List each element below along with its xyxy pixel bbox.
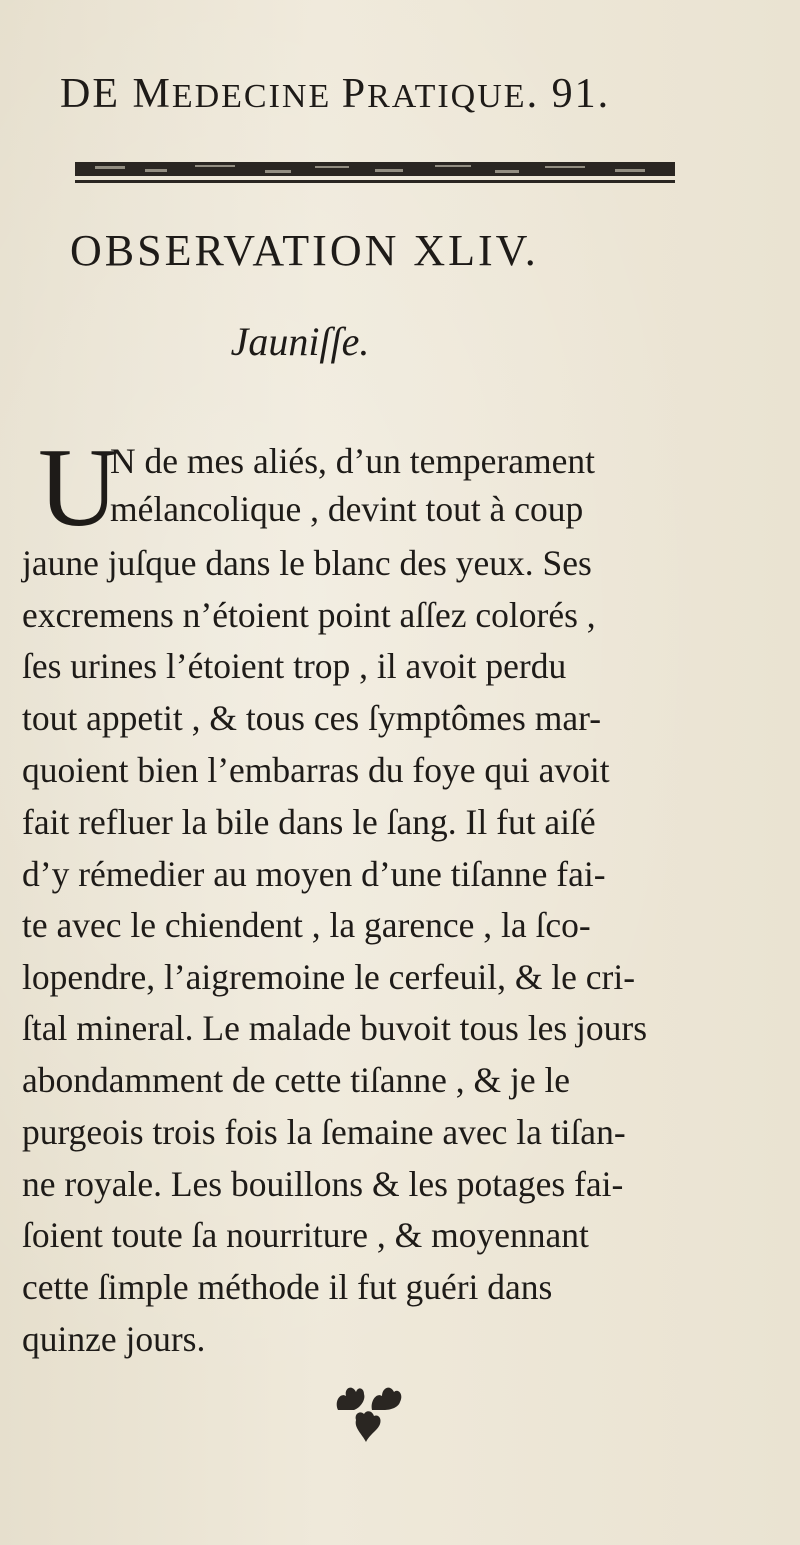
text-line: fait refluer la bile dans le ſang. Il fut aiſé (22, 802, 596, 842)
text-line: jaune juſque dans le blanc des yeux. Ses (22, 543, 592, 583)
observation-heading: OBSERVATION XLIV. (70, 226, 539, 275)
text-line: N de mes aliés, d’un temperament (110, 441, 596, 481)
fleuron-ornament-icon (330, 1380, 406, 1452)
text-line: cette ſimple méthode il fut guéri dans (22, 1267, 553, 1307)
running-head-part: RATIQUE (367, 78, 527, 115)
ornament-rule (75, 160, 675, 186)
running-head-part: P (341, 71, 368, 117)
running-head (60, 70, 680, 118)
text-line: ſes urines l’étoient trop , il avoit perdu (22, 646, 567, 686)
text-line: tout appetit , & tous ces ſymptômes mar- (22, 698, 602, 738)
observation-subtitle: Jauniſſe. (230, 319, 370, 364)
running-head-part: EDECINE (171, 78, 342, 115)
text-line: ſoient toute ſa nourriture , & moyennant (22, 1215, 589, 1255)
page-number: . 91. (526, 71, 611, 117)
text-line: lopendre, l’aigremoine le cerfeuil, & le cri- (22, 957, 636, 997)
text-line: purgeois trois fois la ſemaine avec la tiſan- (22, 1112, 626, 1152)
drop-cap: U (38, 426, 119, 550)
running-head-part: DE M (60, 71, 172, 117)
text-line: te avec le chiendent , la garence , la ſco- (22, 905, 591, 945)
text-line: abondamment de cette tiſanne , & je le (22, 1060, 571, 1100)
text-line: d’y rémedier au moyen d’une tiſanne fai- (22, 854, 606, 894)
text-line: quoient bien l’embarras du foye qui avoit (22, 750, 610, 790)
text-line: mélancolique , devint tout à coup (110, 489, 584, 529)
text-line: ne royale. Les bouillons & les potages fai- (22, 1164, 624, 1204)
text-line: excremens n’étoient point aſſez colorés , (22, 595, 596, 635)
text-line: quinze jours. (22, 1319, 206, 1359)
text-line: ſtal mineral. Le malade buvoit tous les jours (22, 1008, 648, 1048)
